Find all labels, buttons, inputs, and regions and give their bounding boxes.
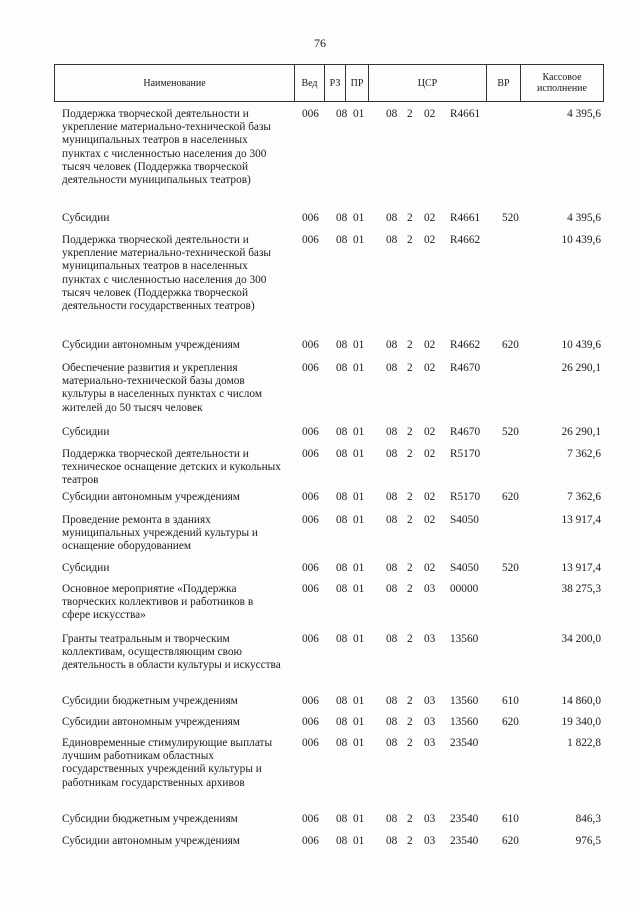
cell-ved: 006: [302, 583, 319, 595]
cell-name: Субсидии бюджетным учреждениям: [62, 695, 238, 707]
cell-pr: 01: [353, 108, 365, 120]
cell-name: Поддержка творческой деятельности и укрепление материально-технической базы муниципальных театров в населенных пунктах с численностью населения до 300 тысяч человек (Поддержка творческой деятельности муниципальных театров): [62, 108, 272, 187]
cell-rz: 08: [336, 835, 348, 847]
cell-c4: R4662: [450, 339, 481, 351]
cell-c3: 02: [424, 108, 436, 120]
cell-c4: R4670: [450, 426, 481, 438]
cell-vr: 520: [502, 562, 519, 574]
cell-c1: 08: [386, 339, 398, 351]
cell-c4: R5170: [450, 448, 481, 460]
cell-name: Поддержка творческой деятельности и укрепление материально-технической базы муниципальных театров в населенных пунктах с численностью населения до 300 тысяч человек (Поддержка творческой деятельности государственных театров): [62, 234, 272, 313]
cell-ved: 006: [302, 737, 319, 749]
cell-sum: 38 275,3: [561, 583, 601, 595]
cell-c3: 02: [424, 234, 436, 246]
cell-name: Субсидии: [62, 562, 110, 574]
cell-sum: 10 439,6: [561, 339, 601, 351]
cell-c1: 08: [386, 813, 398, 825]
cell-vr: 610: [502, 695, 519, 707]
cell-sum: 34 200,0: [561, 633, 601, 645]
cell-c3: 02: [424, 448, 436, 460]
cell-c4: 13560: [450, 716, 479, 728]
cell-ved: 006: [302, 362, 319, 374]
cell-rz: 08: [336, 339, 348, 351]
cell-c1: 08: [386, 514, 398, 526]
cell-name: Поддержка творческой деятельности и техническое оснащение детских и кукольных театров: [62, 448, 281, 487]
cell-vr: 620: [502, 716, 519, 728]
cell-ved: 006: [302, 716, 319, 728]
cell-sum: 26 290,1: [561, 362, 601, 374]
cell-pr: 01: [353, 695, 365, 707]
cell-c2: 2: [407, 583, 413, 595]
cell-c2: 2: [407, 339, 413, 351]
cell-sum: 13 917,4: [561, 562, 601, 574]
cell-sum: 7 362,6: [567, 491, 601, 503]
cell-name: Проведение ремонта в зданиях муниципальных учреждений культуры и оснащение оборудованием: [62, 514, 258, 553]
cell-ved: 006: [302, 491, 319, 503]
cell-rz: 08: [336, 737, 348, 749]
cell-sum: 26 290,1: [561, 426, 601, 438]
cell-c2: 2: [407, 212, 413, 224]
cell-name: Гранты театральным и творческим коллективам, осуществляющим свою деятельность в области культуры и искусства: [62, 633, 281, 672]
cell-c3: 03: [424, 737, 436, 749]
cell-c4: R5170: [450, 491, 481, 503]
cell-c4: 23540: [450, 813, 479, 825]
cell-ved: 006: [302, 448, 319, 460]
cell-pr: 01: [353, 234, 365, 246]
cell-c3: 03: [424, 813, 436, 825]
cell-c3: 02: [424, 362, 436, 374]
cell-c1: 08: [386, 562, 398, 574]
cell-sum: 14 860,0: [561, 695, 601, 707]
cell-rz: 08: [336, 234, 348, 246]
cell-pr: 01: [353, 514, 365, 526]
cell-rz: 08: [336, 695, 348, 707]
cell-c3: 02: [424, 212, 436, 224]
cell-c1: 08: [386, 491, 398, 503]
cell-c1: 08: [386, 737, 398, 749]
cell-rz: 08: [336, 583, 348, 595]
cell-name: Субсидии автономным учреждениям: [62, 835, 240, 847]
cell-c2: 2: [407, 835, 413, 847]
cell-c1: 08: [386, 716, 398, 728]
cell-c3: 03: [424, 583, 436, 595]
cell-name: Субсидии автономным учреждениям: [62, 339, 240, 351]
cell-pr: 01: [353, 562, 365, 574]
cell-c4: R4661: [450, 212, 481, 224]
cell-ved: 006: [302, 835, 319, 847]
cell-sum: 10 439,6: [561, 234, 601, 246]
cell-rz: 08: [336, 813, 348, 825]
cell-pr: 01: [353, 212, 365, 224]
cell-sum: 13 917,4: [561, 514, 601, 526]
cell-c3: 02: [424, 514, 436, 526]
cell-rz: 08: [336, 448, 348, 460]
cell-rz: 08: [336, 212, 348, 224]
cell-rz: 08: [336, 108, 348, 120]
cell-c1: 08: [386, 426, 398, 438]
cell-name: Субсидии автономным учреждениям: [62, 491, 240, 503]
cell-c4: S4050: [450, 514, 479, 526]
cell-c4: R4670: [450, 362, 481, 374]
cell-c2: 2: [407, 491, 413, 503]
cell-c4: S4050: [450, 562, 479, 574]
page-number: 76: [314, 36, 326, 50]
cell-pr: 01: [353, 716, 365, 728]
cell-c3: 02: [424, 562, 436, 574]
cell-c3: 02: [424, 339, 436, 351]
header-pr: ПР: [346, 65, 369, 101]
cell-c3: 03: [424, 633, 436, 645]
cell-name: Единовременные стимулирующие выплаты лучшим работникам областных государственных учреждений культуры и работникам государственных архивов: [62, 737, 273, 789]
cell-sum: 7 362,6: [567, 448, 601, 460]
cell-name: Субсидии автономным учреждениям: [62, 716, 240, 728]
cell-sum: 1 822,8: [567, 737, 601, 749]
cell-name: Субсидии бюджетным учреждениям: [62, 813, 238, 825]
cell-pr: 01: [353, 737, 365, 749]
cell-c1: 08: [386, 212, 398, 224]
cell-c4: R4662: [450, 234, 481, 246]
header-ved: Вед: [295, 65, 325, 101]
cell-c2: 2: [407, 362, 413, 374]
cell-ved: 006: [302, 212, 319, 224]
cell-vr: 520: [502, 426, 519, 438]
cell-c2: 2: [407, 562, 413, 574]
header-vr: ВР: [487, 65, 521, 101]
cell-ved: 006: [302, 695, 319, 707]
cell-rz: 08: [336, 426, 348, 438]
cell-pr: 01: [353, 813, 365, 825]
cell-rz: 08: [336, 716, 348, 728]
cell-ved: 006: [302, 108, 319, 120]
cell-name: Основное мероприятие «Поддержка творческих коллективов и работников в сфере искусства»: [62, 583, 254, 622]
cell-c1: 08: [386, 633, 398, 645]
cell-c4: 23540: [450, 737, 479, 749]
cell-pr: 01: [353, 362, 365, 374]
cell-c1: 08: [386, 448, 398, 460]
cell-c1: 08: [386, 695, 398, 707]
cell-c1: 08: [386, 362, 398, 374]
cell-c4: R4661: [450, 108, 481, 120]
cell-c1: 08: [386, 108, 398, 120]
cell-c2: 2: [407, 514, 413, 526]
header-csr: ЦСР: [369, 65, 487, 101]
cell-rz: 08: [336, 362, 348, 374]
cell-name: Субсидии: [62, 212, 110, 224]
cell-c3: 03: [424, 716, 436, 728]
cell-ved: 006: [302, 514, 319, 526]
cell-sum: 4 395,6: [567, 108, 601, 120]
cell-c2: 2: [407, 695, 413, 707]
cell-ved: 006: [302, 813, 319, 825]
cell-vr: 620: [502, 491, 519, 503]
cell-sum: 4 395,6: [567, 212, 601, 224]
cell-name: Обеспечение развития и укрепления материально-технической базы домов культуры в населенных пунктах с числом жителей до 50 тысяч человек: [62, 362, 262, 414]
cell-c2: 2: [407, 108, 413, 120]
cell-sum: 846,3: [575, 813, 601, 825]
cell-pr: 01: [353, 835, 365, 847]
cell-c2: 2: [407, 448, 413, 460]
cell-vr: 620: [502, 835, 519, 847]
cell-vr: 520: [502, 212, 519, 224]
cell-c4: 00000: [450, 583, 479, 595]
header-name: Наименование: [55, 65, 295, 101]
cell-c1: 08: [386, 234, 398, 246]
cell-pr: 01: [353, 491, 365, 503]
cell-c1: 08: [386, 835, 398, 847]
cell-ved: 006: [302, 339, 319, 351]
cell-c2: 2: [407, 737, 413, 749]
cell-sum: 976,5: [575, 835, 601, 847]
cell-vr: 610: [502, 813, 519, 825]
cell-c2: 2: [407, 234, 413, 246]
cell-ved: 006: [302, 633, 319, 645]
cell-pr: 01: [353, 633, 365, 645]
cell-rz: 08: [336, 562, 348, 574]
cell-ved: 006: [302, 426, 319, 438]
cell-name: Субсидии: [62, 426, 110, 438]
cell-ved: 006: [302, 234, 319, 246]
cell-c2: 2: [407, 426, 413, 438]
cell-sum: 19 340,0: [561, 716, 601, 728]
cell-c4: 23540: [450, 835, 479, 847]
cell-rz: 08: [336, 491, 348, 503]
header-sum: Кассовое исполнение: [537, 72, 587, 94]
cell-pr: 01: [353, 448, 365, 460]
cell-ved: 006: [302, 562, 319, 574]
cell-c3: 03: [424, 695, 436, 707]
cell-c3: 02: [424, 491, 436, 503]
header-rz: РЗ: [325, 65, 346, 101]
cell-c2: 2: [407, 716, 413, 728]
cell-c1: 08: [386, 583, 398, 595]
cell-pr: 01: [353, 583, 365, 595]
cell-c4: 13560: [450, 633, 479, 645]
cell-rz: 08: [336, 514, 348, 526]
cell-c4: 13560: [450, 695, 479, 707]
cell-rz: 08: [336, 633, 348, 645]
cell-c2: 2: [407, 813, 413, 825]
cell-c3: 03: [424, 835, 436, 847]
cell-c3: 02: [424, 426, 436, 438]
cell-vr: 620: [502, 339, 519, 351]
cell-pr: 01: [353, 426, 365, 438]
cell-pr: 01: [353, 339, 365, 351]
cell-c2: 2: [407, 633, 413, 645]
